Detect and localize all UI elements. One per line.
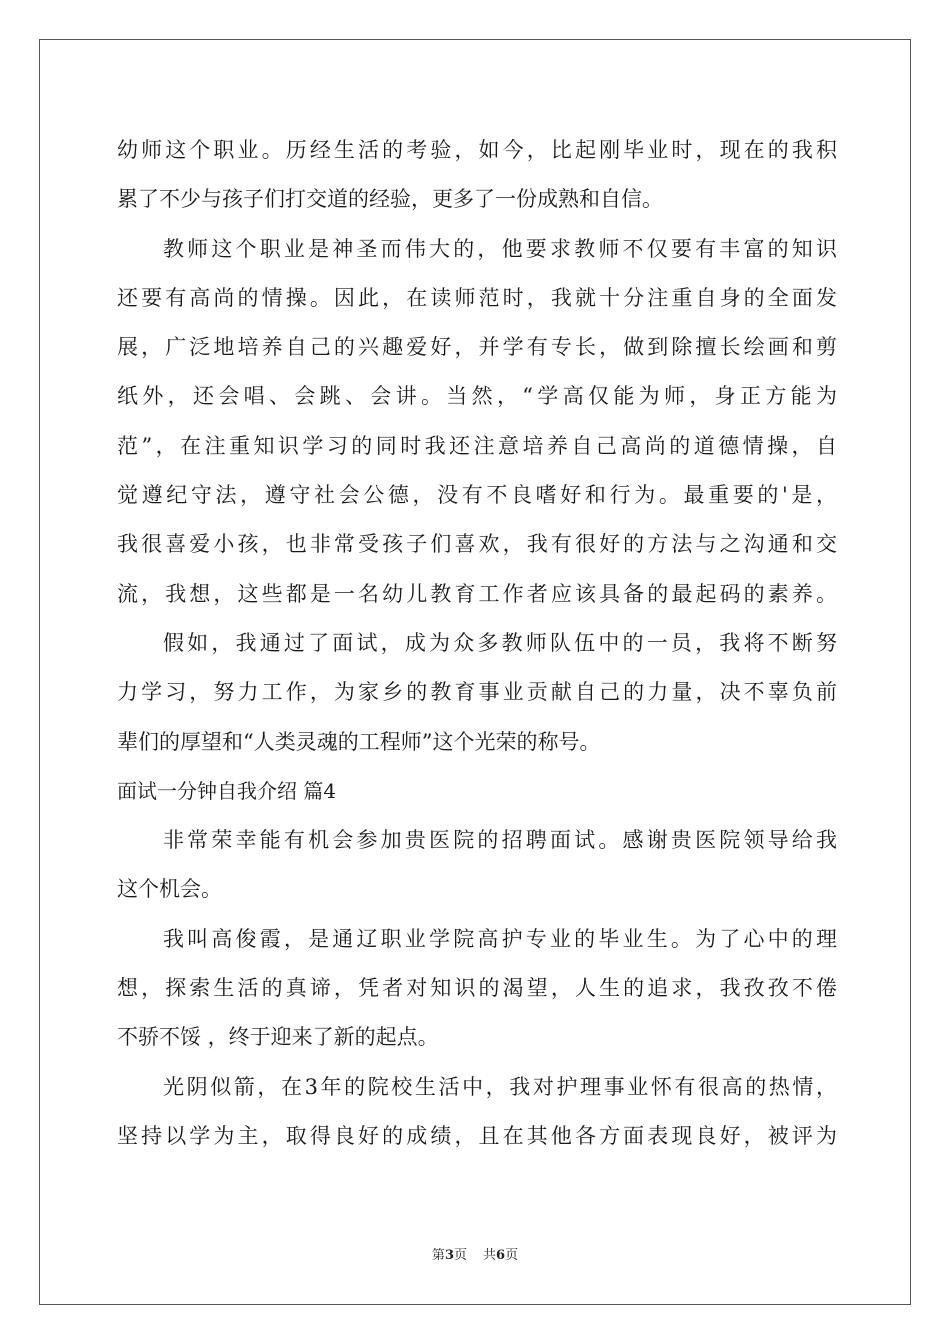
text-line: 辈们的厚望和“人类灵魂的工程师”这个光荣的称号。: [117, 729, 601, 754]
text-line: 力学习，努力工作，为家乡的教育事业贡献自己的力量，决不辜负前: [117, 680, 837, 705]
total-prefix: 共: [483, 1248, 497, 1263]
text-line: 这个机会。: [117, 877, 222, 902]
text-line: 我叫高俊霞，是通辽职业学院高护专业的毕业生。为了心中的理: [163, 926, 837, 951]
text-line: 非常荣幸能有机会参加贵医院的招聘面试。感谢贵医院领导给我: [163, 828, 837, 853]
text-line: 坚持以学为主，取得良好的成绩，且在其他各方面表现良好，被评为: [117, 1123, 837, 1148]
page-suffix: 页: [453, 1248, 467, 1263]
text-line: 幼师这个职业。历经生活的考验，如今，比起刚毕业时，现在的我积: [117, 138, 837, 162]
text-line: 流，我想，这些都是一名幼儿教育工作者应该具备的最起码的素养。: [117, 581, 837, 606]
page-footer: [0, 1248, 950, 1264]
text-line: 累了不少与孩子们打交道的经验，更多了一份成熟和自信。: [117, 187, 663, 212]
text-line: 光阴似箭，在3年的院校生活中，我对护理事业怀有很高的热情，: [163, 1074, 837, 1099]
page-prefix: 第: [431, 1248, 445, 1263]
text-line: 纸外，还会唱、会跳、会讲。当然，“学高仅能为师，身正方能为: [117, 384, 837, 409]
page-number: 3: [444, 1248, 454, 1263]
text-line: 不骄不馁 ，终于迎来了新的起点。: [117, 1025, 439, 1050]
text-line: 觉遵纪守法，遵守社会公德，没有不良嗜好和行为。最重要的'是，: [117, 483, 837, 508]
text-line: 教师这个职业是神圣而伟大的，他要求教师不仅要有丰富的知识: [163, 236, 837, 261]
text-line: 假如，我通过了面试，成为众多教师队伍中的一员，我将不断努: [163, 630, 837, 655]
total-suffix: 页: [505, 1248, 519, 1263]
text-line: 展，广泛地培养自己的兴趣爱好，并学有专长，做到除擅长绘画和剪: [117, 335, 837, 360]
section-heading: 面试一分钟自我介绍 篇4: [117, 778, 337, 803]
text-line: 范”，在注重知识学习的同时我还注意培养自己高尚的道德情操，自: [117, 433, 837, 458]
text-line: 想，探索生活的真谛，凭者对知识的渴望，人生的追求，我孜孜不倦: [117, 976, 837, 1001]
document-body: [117, 126, 837, 1161]
text-line: 我很喜爱小孩，也非常受孩子们喜欢，我有很好的方法与之沟通和交: [117, 532, 837, 557]
text-line: 还要有高尚的情操。因此，在读师范时，我就十分注重自身的全面发: [117, 285, 837, 310]
total-pages: 6: [496, 1248, 506, 1263]
